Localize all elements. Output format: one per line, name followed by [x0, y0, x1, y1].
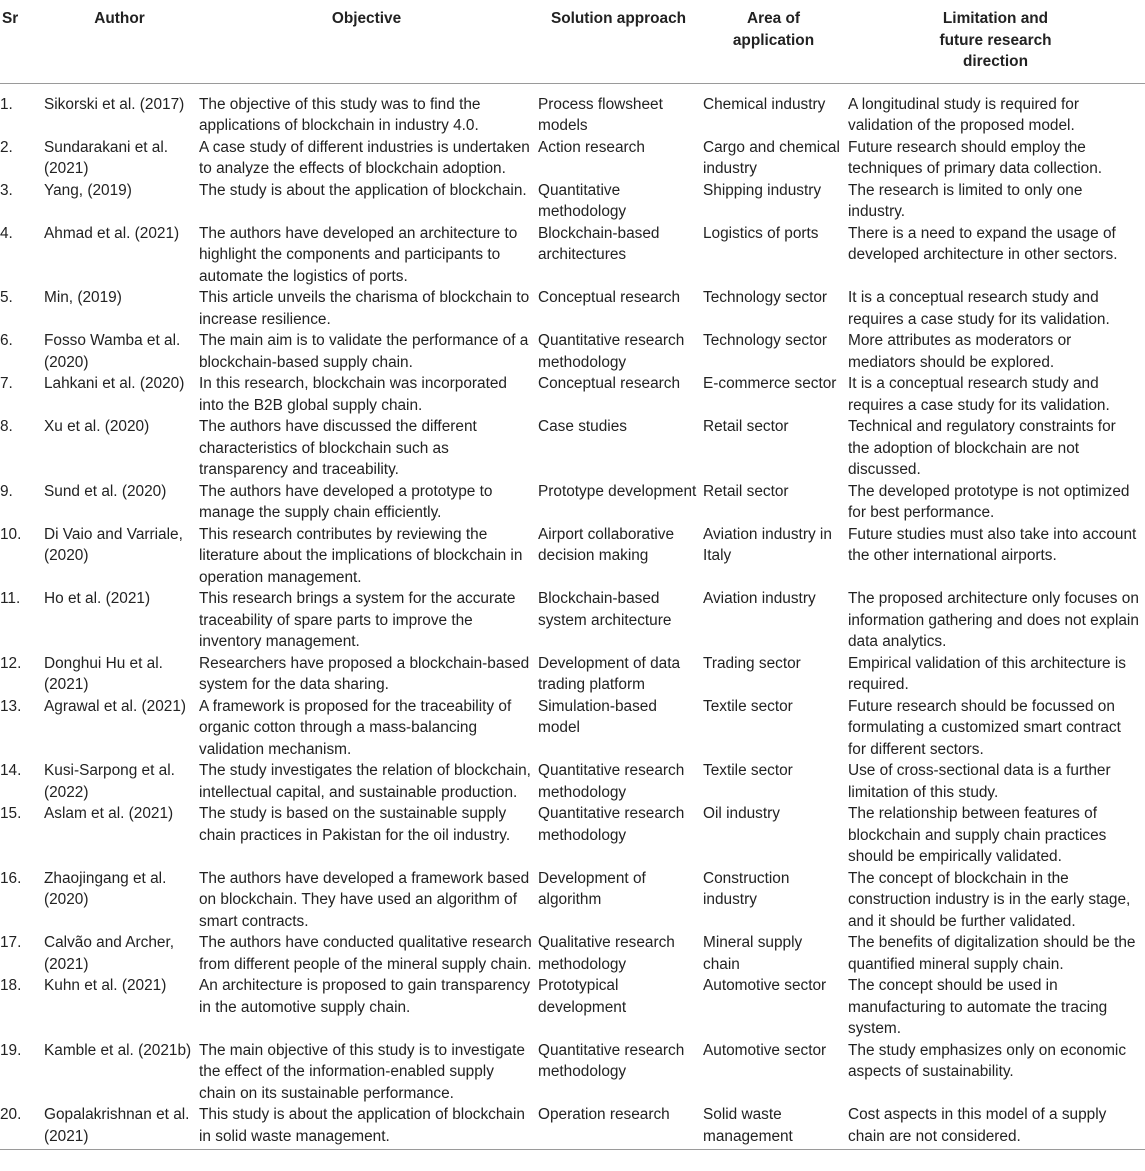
cell-author: Di Vaio and Varriale, (2020): [44, 525, 183, 564]
cell-limitation: Future research should employ the techniques of primary data collection.: [848, 138, 1103, 177]
cell-limitation: The study emphasizes only on economic aspects of sustainability.: [848, 1041, 1127, 1080]
header-limitation: Limitation and future research direction: [939, 10, 1052, 70]
cell-sr: 1.: [0, 95, 13, 113]
cell-area-of-application: Trading sector: [703, 654, 801, 672]
cell-author: Donghui Hu et al. (2021): [44, 654, 163, 693]
cell-limitation: Cost aspects in this model of a supply chain are not considered.: [848, 1106, 1107, 1145]
cell-objective: The authors have discussed the different characteristics of blockchain such as transparency and traceability.: [199, 418, 477, 478]
cell-objective: The study investigates the relation of blockchain, intellectual capital, and sustainable production.: [199, 762, 531, 801]
cell-author: Aslam et al. (2021): [44, 805, 174, 822]
cell-author: Sund et al. (2020): [44, 482, 167, 500]
cell-author: Fosso Wamba et al. (2020): [44, 332, 181, 371]
cell-objective: In this research, blockchain was incorporated into the B2B global supply chain.: [199, 375, 507, 414]
cell-solution-approach: Simulation-based model: [538, 697, 657, 736]
cell-sr: 15.: [0, 805, 22, 822]
header-area-of-application: Area of application: [732, 10, 815, 49]
cell-sr: 13.: [0, 697, 22, 715]
cell-limitation: Future research should be focussed on formulating a customized smart contract for different sectors.: [848, 697, 1121, 758]
cell-area-of-application: Shipping industry: [703, 181, 822, 199]
cell-objective: The authors have developed a framework based on blockchain. They have used an algorithm of smart contracts.: [199, 869, 530, 930]
cell-author: Sikorski et al. (2017): [44, 95, 185, 113]
cell-solution-approach: Quantitative research methodology: [538, 805, 685, 844]
cell-solution-approach: Blockchain-based architectures: [538, 224, 660, 263]
cell-solution-approach: Conceptual research: [538, 375, 681, 392]
cell-limitation: Empirical validation of this architecture is required.: [848, 654, 1127, 693]
cell-solution-approach: Quantitative research methodology: [538, 1041, 685, 1080]
cell-sr: 20.: [0, 1106, 22, 1123]
cell-area-of-application: Retail sector: [703, 418, 789, 435]
cell-solution-approach: Process flowsheet models: [538, 95, 663, 134]
cell-sr: 9.: [0, 482, 13, 500]
cell-solution-approach: Blockchain-based system architecture: [538, 590, 672, 629]
cell-area-of-application: Chemical industry: [703, 95, 826, 113]
cell-sr: 14.: [0, 762, 22, 779]
cell-sr: 10.: [0, 525, 22, 543]
cell-area-of-application: Textile sector: [703, 762, 793, 779]
cell-limitation: It is a conceptual research study and requires a case study for its validation.: [848, 289, 1110, 328]
cell-sr: 8.: [0, 418, 13, 435]
cell-limitation: A longitudinal study is required for validation of the proposed model.: [848, 95, 1079, 134]
cell-author: Kuhn et al. (2021): [44, 977, 167, 994]
cell-area-of-application: Cargo and chemical industry: [703, 138, 840, 177]
cell-area-of-application: Technology sector: [703, 332, 828, 349]
cell-limitation: The proposed architecture only focuses on information gathering and does not explain data analytics.: [848, 590, 1139, 650]
cell-author: Lahkani et al. (2020): [44, 375, 185, 392]
header-sr: Sr: [2, 10, 19, 27]
cell-area-of-application: Aviation industry: [703, 590, 816, 607]
cell-limitation: The developed prototype is not optimized for best performance.: [848, 482, 1130, 521]
table-row: [0, 588, 1145, 653]
table-row: [0, 137, 1145, 180]
cell-author: Ho et al. (2021): [44, 590, 151, 607]
cell-author: Yang, (2019): [44, 181, 132, 199]
cell-area-of-application: Automotive sector: [703, 977, 827, 994]
cell-solution-approach: Quantitative research methodology: [538, 762, 685, 801]
table-header-row: [0, 0, 1145, 83]
table-row: [0, 524, 1145, 589]
header-objective: Objective: [331, 10, 402, 27]
cell-limitation: There is a need to expand the usage of developed architecture in other sectors.: [848, 224, 1118, 263]
cell-limitation: Technical and regulatory constraints for the adoption of blockchain are not discussed.: [848, 418, 1116, 478]
cell-sr: 6.: [0, 332, 13, 349]
cell-solution-approach: Action research: [538, 138, 645, 156]
cell-author: Kusi-Sarpong et al. (2022): [44, 762, 175, 801]
cell-solution-approach: Conceptual research: [538, 289, 681, 306]
cell-solution-approach: Prototype development: [538, 482, 697, 500]
cell-area-of-application: Technology sector: [703, 289, 828, 306]
cell-sr: 18.: [0, 977, 22, 994]
cell-objective: The authors have conducted qualitative research from different people of the mineral supply chain.: [199, 934, 532, 973]
header-solution-approach: Solution approach: [550, 10, 687, 27]
cell-sr: 11.: [0, 590, 21, 607]
cell-limitation: The benefits of digitalization should be the quantified mineral supply chain.: [848, 934, 1136, 973]
cell-limitation: It is a conceptual research study and requires a case study for its validation.: [848, 375, 1110, 414]
cell-author: Gopalakrishnan et al. (2021): [44, 1106, 190, 1145]
cell-limitation: The research is limited to only one industry.: [848, 181, 1083, 220]
cell-sr: 7.: [0, 375, 13, 392]
cell-limitation: Future studies must also take into account the other international airports.: [848, 525, 1137, 564]
cell-area-of-application: Retail sector: [703, 482, 789, 500]
cell-objective: This research brings a system for the accurate traceability of spare parts to improve the inventory management.: [199, 590, 516, 650]
cell-author: Xu et al. (2020): [44, 418, 150, 435]
table-row: [0, 223, 1145, 288]
cell-sr: 16.: [0, 869, 22, 887]
cell-sr: 12.: [0, 654, 22, 672]
cell-objective: An architecture is proposed to gain transparency in the automotive supply chain.: [199, 977, 531, 1016]
table-row: [0, 481, 1145, 524]
cell-area-of-application: Oil industry: [703, 805, 780, 822]
cell-objective: Researchers have proposed a blockchain-based system for the data sharing.: [199, 654, 530, 693]
cell-solution-approach: Case studies: [538, 418, 627, 435]
cell-area-of-application: Mineral supply chain: [703, 934, 803, 973]
table-row: [0, 287, 1145, 330]
cell-objective: This study is about the application of blockchain in solid waste management.: [199, 1106, 525, 1145]
table-row: [0, 1040, 1145, 1105]
table-row: [0, 760, 1145, 803]
table-row: [0, 83, 1145, 137]
cell-sr: 3.: [0, 181, 13, 199]
cell-sr: 5.: [0, 289, 13, 306]
table-row: [0, 330, 1145, 373]
cell-sr: 19.: [0, 1041, 22, 1059]
cell-objective: The study is about the application of blockchain.: [199, 181, 527, 199]
cell-limitation: More attributes as moderators or mediators should be explored.: [848, 332, 1072, 371]
cell-author: Kamble et al. (2021b): [44, 1041, 192, 1059]
cell-objective: This article unveils the charisma of blockchain to increase resilience.: [199, 289, 530, 328]
cell-solution-approach: Development of data trading platform: [538, 654, 681, 693]
cell-objective: A framework is proposed for the traceability of organic cotton through a mass-balancing validation mechanism.: [199, 697, 512, 758]
cell-solution-approach: Quantitative research methodology: [538, 332, 685, 371]
cell-solution-approach: Development of algorithm: [538, 869, 646, 908]
table-row: [0, 180, 1145, 223]
cell-sr: 2.: [0, 138, 13, 156]
cell-area-of-application: Automotive sector: [703, 1041, 827, 1059]
cell-solution-approach: Prototypical development: [538, 977, 627, 1016]
cell-limitation: The concept should be used in manufacturing to automate the tracing system.: [848, 977, 1108, 1037]
table-row: [0, 1104, 1145, 1150]
cell-author: Zhaojingang et al. (2020): [44, 869, 167, 908]
cell-solution-approach: Operation research: [538, 1106, 670, 1123]
table-row: [0, 373, 1145, 416]
cell-solution-approach: Qualitative research methodology: [538, 934, 675, 973]
cell-limitation: The concept of blockchain in the construction industry is in the early stage, and it should be further validated.: [848, 869, 1131, 930]
cell-area-of-application: Logistics of ports: [703, 224, 819, 242]
cell-objective: The authors have developed an architecture to highlight the components and participants to automate the logistics of ports.: [199, 224, 518, 285]
table-row: [0, 416, 1145, 481]
header-author: Author: [94, 10, 145, 27]
cell-objective: The authors have developed a prototype to manage the supply chain efficiently.: [199, 482, 493, 521]
cell-solution-approach: Quantitative methodology: [538, 181, 627, 220]
table-row: [0, 932, 1145, 975]
cell-objective: A case study of different industries is undertaken to analyze the effects of blockchain adoption.: [199, 138, 530, 177]
cell-limitation: Use of cross-sectional data is a further limitation of this study.: [848, 762, 1111, 801]
cell-author: Calvão and Archer, (2021): [44, 934, 175, 973]
cell-objective: The study is based on the sustainable supply chain practices in Pakistan for the oil industry.: [199, 805, 511, 844]
cell-objective: The objective of this study was to find the applications of blockchain in industry 4.0.: [199, 95, 481, 134]
cell-objective: This research contributes by reviewing the literature about the implications of blockchain in operation management.: [199, 525, 523, 586]
cell-author: Ahmad et al. (2021): [44, 224, 180, 242]
cell-sr: 4.: [0, 224, 13, 242]
cell-area-of-application: Construction industry: [703, 869, 790, 908]
cell-author: Agrawal et al. (2021): [44, 697, 187, 715]
cell-area-of-application: Solid waste management: [703, 1106, 793, 1145]
table-row: [0, 653, 1145, 696]
cell-solution-approach: Airport collaborative decision making: [538, 525, 675, 564]
table-row: [0, 868, 1145, 933]
cell-objective: The main aim is to validate the performance of a blockchain-based supply chain.: [199, 332, 529, 371]
cell-limitation: The relationship between features of blockchain and supply chain practices should be empirically validated.: [848, 805, 1107, 865]
cell-area-of-application: Textile sector: [703, 697, 793, 715]
cell-area-of-application: Aviation industry in Italy: [703, 525, 832, 564]
cell-author: Min, (2019): [44, 289, 122, 306]
table-row: [0, 975, 1145, 1040]
table-row: [0, 803, 1145, 868]
table-row: [0, 696, 1145, 761]
cell-author: Sundarakani et al. (2021): [44, 138, 169, 177]
cell-objective: The main objective of this study is to investigate the effect of the information-enabled supply chain on its sustainable performance.: [199, 1041, 525, 1102]
cell-sr: 17.: [0, 934, 22, 951]
cell-area-of-application: E-commerce sector: [703, 375, 837, 392]
